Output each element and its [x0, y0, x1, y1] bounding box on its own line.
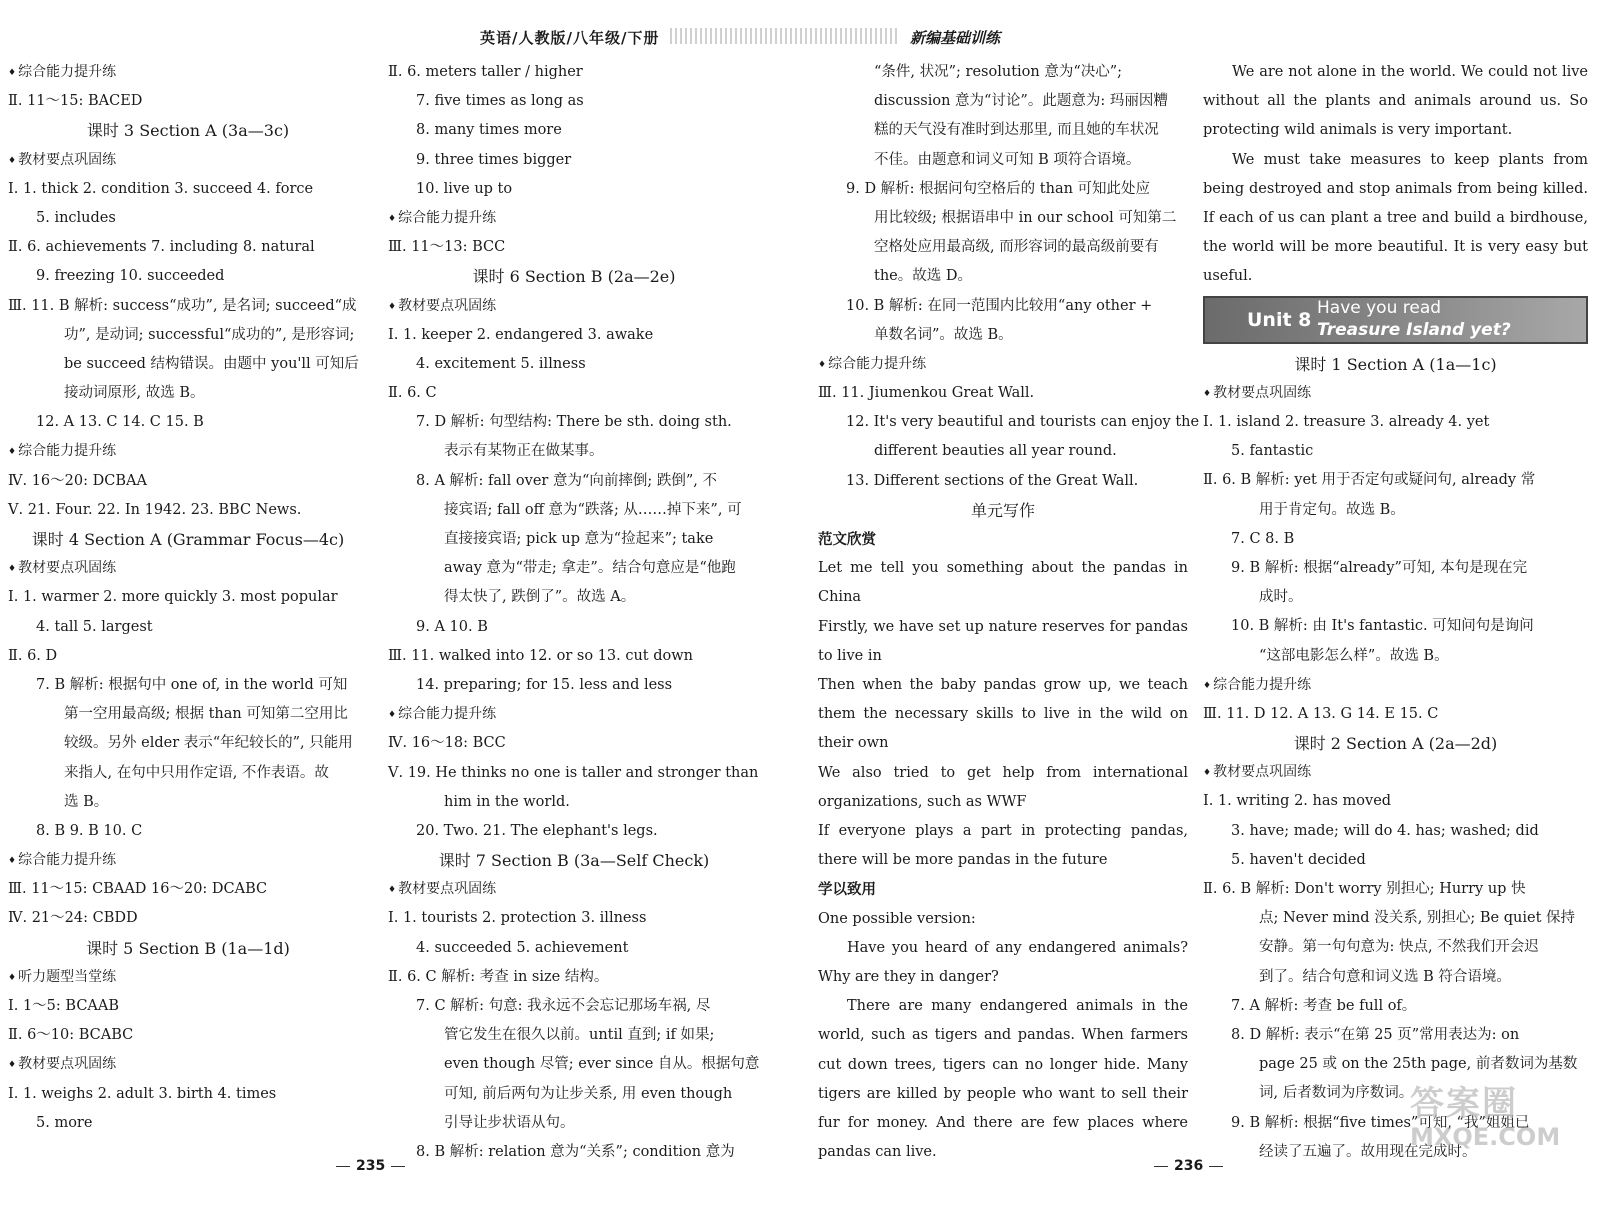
unit-title-line-2: Treasure Island yet?: [1317, 319, 1511, 340]
section-heading: ♦ 教材要点巩固练: [8, 146, 368, 175]
answer-line: Ⅳ. 16～20: DCBAA: [8, 472, 147, 489]
lesson-title: 课时 5 Section B (1a—1d): [86, 938, 290, 958]
explanation-line: 可知, 前后两句为让步关系, 用 even though: [444, 1085, 733, 1102]
answer-line: 13. Different sections of the Great Wall.: [846, 472, 1139, 489]
explanation-line: page 25 或 on the 25th page, 前者数词为基数: [1259, 1056, 1578, 1073]
answer-line: Ⅲ. 11. D 12. A 13. G 14. E 15. C: [1203, 705, 1439, 722]
answer-line: Ⅳ. 16～18: BCC: [388, 735, 506, 752]
series-title: 新编基础训练: [910, 29, 1001, 47]
answer-line: Ⅲ. 11～13: BCC: [388, 239, 506, 256]
section-heading: ♦ 综合能力提升练: [388, 700, 760, 729]
running-header: [480, 22, 1020, 50]
answer-line: Ⅱ. 6. achievements 7. including 8. natural: [8, 239, 315, 256]
answer-line: 5. includes: [36, 209, 116, 226]
explanation-line: 接宾语; fall off 意为“跌落; 从……掉下来”, 可: [444, 501, 742, 518]
answer-line: Ⅲ. 11. Jiumenkou Great Wall.: [818, 385, 1035, 402]
answer-line: 10. live up to: [416, 180, 513, 197]
answer-line: Ⅲ. 11～15: CBAAD 16～20: DCABC: [8, 881, 268, 898]
section-heading: ♦ 综合能力提升练: [8, 58, 368, 87]
section-heading: ♦ 综合能力提升练: [388, 204, 760, 233]
answer-line: 9. B 解析: 根据“already”可知, 本句是现在完: [1231, 559, 1528, 576]
essay-paragraph: There are many endangered animals in the world, such as tigers and pandas. When farmers cut down trees, tigers can no longer hide. Many tigers are killed by people who want to sell their fur for money. And there are few places where pandas can live.: [818, 998, 1188, 1161]
answer-line: 7. C 8. B: [1231, 530, 1295, 547]
answer-line: 7. A 解析: 考查 be full of。: [1231, 997, 1417, 1014]
column-4-essay: [1203, 58, 1588, 292]
answer-line: 20. Two. 21. The elephant's legs.: [416, 822, 658, 839]
essay-paragraph: Have you heard of any endangered animals? Why are they in danger?: [818, 939, 1188, 985]
essay-paragraph: If everyone plays a part in protecting pandas, there will be more pandas in the future: [818, 823, 1188, 869]
section-heading: ♦ 综合能力提升练: [818, 350, 1188, 379]
answer-line: 8. many times more: [416, 122, 562, 139]
lesson-title: 课时 7 Section B (3a—Self Check): [438, 851, 710, 871]
explanation-line: 用比较级; 根据语串中 in our school 可知第二: [874, 209, 1177, 226]
section-heading: ♦ 综合能力提升练: [8, 437, 368, 466]
answer-line: Ⅱ. 6. meters taller / higher: [388, 64, 583, 80]
answer-line: 8. A 解析: fall over 意为“向前摔倒; 跌倒”, 不: [416, 472, 717, 489]
explanation-line: the。故选 D。: [874, 268, 972, 285]
section-heading: ♦ 教材要点巩固练: [388, 292, 760, 321]
explanation-line: 功”, 是动词; successful“成功的”, 是形容词;: [64, 326, 355, 343]
answer-line: 12. A 13. C 14. C 15. B: [36, 414, 204, 431]
explanation-line: 成时。: [1259, 589, 1303, 606]
essay-paragraph: Let me tell you something about the pandas in China: [818, 560, 1188, 606]
answer-line: 3. have; made; will do 4. has; washed; did: [1231, 822, 1539, 839]
lesson-title: 课时 1 Section A (1a—1c): [1294, 354, 1497, 374]
explanation-line: even though 尽管; ever since 自从。根据句意: [444, 1056, 760, 1073]
lesson-title: 单元写作: [970, 500, 1035, 520]
answer-line: Ⅰ. 1. warmer 2. more quickly 3. most popular: [8, 589, 338, 606]
explanation-line: 经读了五遍了。故用现在完成时。: [1259, 1143, 1477, 1160]
explanation-line: 选 B。: [64, 793, 109, 810]
section-heading: ♦ 教材要点巩固练: [1203, 379, 1588, 408]
column-2: [388, 58, 760, 1167]
explanation-line: 来指人, 在句中只用作定语, 不作表语。故: [64, 764, 329, 781]
answer-line: 10. B 解析: 由 It's fantastic. 可知问句是询问: [1231, 618, 1534, 635]
explanation-line: 不佳。由题意和词义可知 B 项符合语境。: [874, 151, 1141, 168]
answer-line: Ⅴ. 21. Four. 22. In 1942. 23. BBC News.: [8, 501, 302, 518]
answer-line: Ⅱ. 6. C: [388, 385, 437, 402]
unit-label: Unit 8: [1247, 308, 1312, 331]
section-heading: ♦ 教材要点巩固练: [388, 875, 760, 904]
answer-line: 4. succeeded 5. achievement: [416, 939, 629, 956]
answer-line: 12. It's very beautiful and tourists can enjoy the: [846, 414, 1200, 431]
column-4: [1203, 58, 1588, 1167]
explanation-line: 得太快了, 跌倒了”。故选 A。: [444, 589, 636, 606]
answer-line: 8. B 9. B 10. C: [36, 822, 143, 839]
unit-banner: [1203, 296, 1588, 344]
watermark-logo: 答案圈 MXQE.COM: [1410, 1084, 1561, 1152]
answer-line: 9. A 10. B: [416, 618, 488, 635]
explanation-line: 单数名词”。故选 B。: [874, 326, 1013, 343]
answer-line: 10. B 解析: 在同一范围内比较用“any other +: [846, 297, 1153, 314]
answer-line: Ⅱ. 6. B 解析: Don't worry 别担心; Hurry up 快: [1203, 881, 1526, 897]
section-heading: ♦ 综合能力提升练: [1203, 671, 1588, 700]
explanation-line: 安静。第一句句意为: 快点, 不然我们开会迟: [1259, 939, 1539, 956]
section-heading: ♦ 教材要点巩固练: [1203, 758, 1588, 787]
answer-line: Ⅳ. 21～24: CBDD: [8, 910, 138, 927]
essay-paragraph: We are not alone in the world. We could not live without all the plants and animals around us. So protecting wild animals is very important.: [1203, 64, 1588, 139]
answer-line: 5. haven't decided: [1231, 851, 1366, 868]
lesson-title: 课时 3 Section A (3a—3c): [86, 121, 290, 141]
explanation-line: 较级。另外 elder 表示“年纪较长的”, 只能用: [64, 735, 353, 752]
answer-line: 7. C 解析: 句意: 我永远不会忘记那场车祸, 尽: [416, 998, 711, 1014]
answer-line: Ⅴ. 19. He thinks no one is taller and stronger than: [388, 764, 759, 781]
section-heading: ♦ 教材要点巩固练: [8, 554, 368, 583]
explanation-line: different beauties all year round.: [874, 443, 1117, 460]
explanation-line: “这部电影怎么样”。故选 B。: [1259, 647, 1449, 664]
explanation-line: 糕的天气没有准时到达那里, 而且她的车状况: [874, 122, 1159, 139]
answer-line: Ⅰ. 1. island 2. treasure 3. already 4. yet: [1203, 414, 1490, 430]
answer-line: Ⅱ. 6. C 解析: 考查 in size 结构。: [388, 968, 609, 985]
essay-paragraph: We must take measures to keep plants from being destroyed and stop animals from being killed. If each of us can plant a tree and build a birdhouse, the world will be more beautiful. It is very easy but useful.: [1203, 151, 1588, 285]
explanation-line: 用于肯定句。故选 B。: [1259, 501, 1405, 518]
answer-line: 7. D 解析: 句型结构: There be sth. doing sth.: [416, 414, 732, 431]
explanation-line: 管它发生在很久以前。until 直到; if 如果;: [444, 1027, 715, 1044]
explanation-line: 接动词原形, 故选 B。: [64, 385, 205, 402]
explanation-line: 词, 后者数词为序数词。: [1259, 1085, 1414, 1102]
explanation-line: “条件, 状况”; resolution 意为“决心”;: [874, 64, 1123, 80]
essay-paragraph: We also tried to get help from international organizations, such as WWF: [818, 764, 1188, 810]
answer-line: 5. fantastic: [1231, 443, 1314, 460]
explanation-line: 表示有某物正在做某事。: [444, 443, 604, 460]
header-decoration: [670, 28, 900, 44]
explanation-line: 点; Never mind 没关系, 别担心; Be quiet 保持: [1259, 910, 1576, 927]
unit-title-line-1: Have you read: [1317, 297, 1442, 318]
answer-line: 4. tall 5. largest: [36, 618, 153, 635]
answer-line: 8. B 解析: relation 意为“关系”; condition 意为: [416, 1143, 735, 1160]
answer-line: Ⅰ. 1. writing 2. has moved: [1203, 793, 1392, 810]
subheading: 学以致用: [818, 881, 876, 899]
answer-line: One possible version:: [818, 910, 976, 927]
answer-line: Ⅱ. 6. B 解析: yet 用于否定句或疑问句, already 常: [1203, 472, 1536, 489]
explanation-line: 第一空用最高级; 根据 than 可知第二空用比: [64, 706, 348, 723]
answer-line: 4. excitement 5. illness: [416, 355, 586, 372]
section-heading: ♦ 听力题型当堂练: [8, 963, 368, 992]
answer-line: Ⅱ. 11～15: BACED: [8, 93, 143, 110]
answer-line: Ⅲ. 11. walked into 12. or so 13. cut down: [388, 647, 694, 664]
answer-line: Ⅱ. 6. D: [8, 647, 58, 664]
explanation-line: 直接接宾语; pick up 意为“捡起来”; take: [444, 531, 714, 547]
explanation-line: 到了。结合句意和词义选 B 符合语境。: [1259, 968, 1511, 985]
answer-line: 9. freezing 10. succeeded: [36, 268, 225, 285]
section-heading: ♦ 教材要点巩固练: [8, 1050, 368, 1079]
explanation-line: discussion 意为“讨论”。此题意为: 玛丽因糟: [874, 93, 1168, 110]
answer-line: Ⅰ. 1. tourists 2. protection 3. illness: [388, 910, 647, 927]
explanation-line: 空格处应用最高级, 而形容词的最高级前要有: [874, 239, 1159, 256]
page-number-left: 235: [330, 1152, 411, 1181]
lesson-title: 课时 4 Section A (Grammar Focus—4c): [31, 530, 345, 549]
answer-line: 5. more: [36, 1114, 93, 1131]
answer-line: Ⅰ. 1～5: BCAAB: [8, 998, 120, 1014]
book-title: 英语/人教版/八年级/下册: [480, 29, 660, 47]
page-number-right: 236: [1148, 1152, 1229, 1181]
answer-line: 9. B 解析: 根据“five times”可知, “我”姐姐已: [1231, 1114, 1530, 1131]
lesson-title: 课时 6 Section B (2a—2e): [472, 267, 676, 287]
essay-paragraph: Firstly, we have set up nature reserves for pandas to live in: [818, 618, 1188, 664]
lesson-title: 课时 2 Section A (2a—2d): [1293, 734, 1498, 754]
answer-line: 7. five times as long as: [416, 93, 584, 110]
answer-line: 9. D 解析: 根据问句空格后的 than 可知此处应: [846, 180, 1151, 197]
answer-line: 9. three times bigger: [416, 151, 572, 168]
answer-line: Ⅰ. 1. weighs 2. adult 3. birth 4. times: [8, 1085, 277, 1102]
section-heading: ♦ 综合能力提升练: [8, 846, 368, 875]
subheading: 范文欣赏: [818, 531, 876, 548]
explanation-line: him in the world.: [444, 793, 570, 810]
column-1: [8, 58, 368, 1138]
column-3: [818, 58, 1200, 1167]
answer-line: Ⅲ. 11. B 解析: success“成功”, 是名词; succeed“成: [8, 297, 357, 314]
explanation-line: away 意为“带走; 拿走”。结合句意应是“他跑: [444, 560, 736, 577]
answer-line: 7. B 解析: 根据句中 one of, in the world 可知: [36, 676, 348, 693]
answer-line: Ⅰ. 1. keeper 2. endangered 3. awake: [388, 326, 654, 343]
explanation-line: be succeed 结构错误。由题中 you'll 可知后: [64, 355, 359, 372]
answer-line: 14. preparing; for 15. less and less: [416, 676, 673, 693]
explanation-line: 引导让步状语从句。: [444, 1114, 575, 1131]
answer-line: Ⅰ. 1. thick 2. condition 3. succeed 4. force: [8, 180, 314, 197]
answer-line: 8. D 解析: 表示“在第 25 页”常用表达为: on: [1231, 1026, 1520, 1043]
column-4-answers: [1203, 350, 1588, 1167]
essay-paragraph: Then when the baby pandas grow up, we teach them the necessary skills to live in the wild on their own: [818, 677, 1188, 752]
answer-line: Ⅱ. 6～10: BCABC: [8, 1027, 134, 1044]
